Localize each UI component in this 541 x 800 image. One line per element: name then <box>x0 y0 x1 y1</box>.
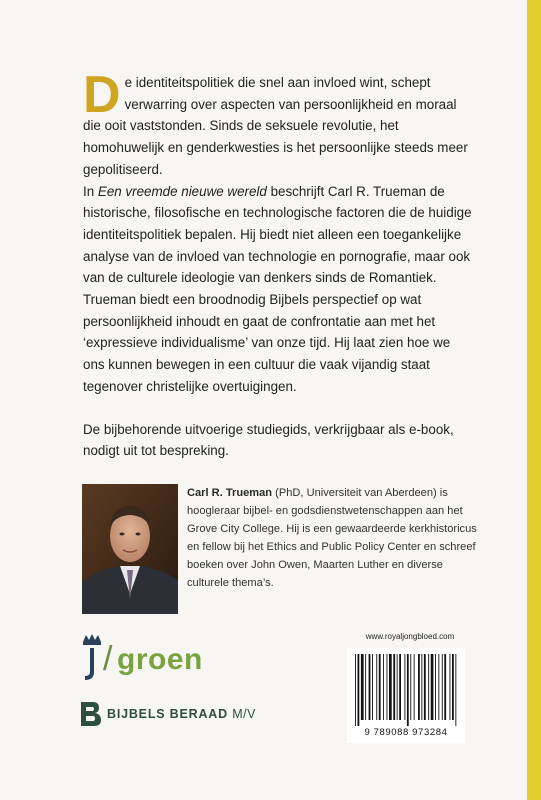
author-name: Carl R. Trueman <box>187 487 273 499</box>
barcode-bar <box>383 654 384 720</box>
barcode-bar <box>369 654 371 720</box>
author-section <box>82 484 482 614</box>
bb-suffix: M/V <box>232 707 256 721</box>
paragraph-2 <box>83 181 475 398</box>
barcode-bar <box>444 654 446 720</box>
barcode-bar <box>455 654 456 726</box>
barcode-bar <box>379 654 381 720</box>
barcode-bar <box>431 654 434 720</box>
barcode-bar <box>365 654 366 720</box>
isbn-number: 9 789088 973284 <box>364 727 448 738</box>
barcode-bar <box>452 654 454 720</box>
barcode-bar <box>424 654 426 720</box>
barcode-bar <box>410 654 411 720</box>
groen-wordmark: groen <box>117 643 203 676</box>
jgroen-logo <box>79 632 219 682</box>
crown-icon <box>79 632 105 680</box>
author-bio <box>187 484 479 592</box>
bb-name: BIJBELS BERAAD <box>107 707 228 721</box>
barcode-bar <box>414 654 415 720</box>
paragraph-3: De bijbehorende uitvoerige studiegids, verkrijgbaar als e-book, nodigt uit tot bespreking. <box>83 421 454 459</box>
barcode-bar <box>399 654 401 720</box>
barcode-bar <box>407 654 409 726</box>
barcode-bar <box>358 654 360 726</box>
spine-strip <box>527 0 541 800</box>
description <box>83 66 475 462</box>
paragraph-2-text: beschrijft Carl R. Trueman de historische, filosofische en technologische factoren die de huidige identiteitspolitiek bepalen. Hij biedt niet alleen een toegankelijke analyse van de invloed van technologie en pornografie, maar ook van de culturele ideologie van denkers sinds de Romantiek. Trueman biedt een broodnodig Bijbels perspectief op wat persoonlijkheid inhoudt en gaat de confrontatie aan met het ‘expressieve individualisme’ van onze tijd. Hij laat zien hoe we ons kunnen bewegen in een cultuur die vaak vijandig staat tegenover christelijke overtuigingen. <box>83 183 472 394</box>
barcode-bar <box>442 654 443 720</box>
paragraph-1 <box>83 66 475 181</box>
barcode-bar <box>393 654 395 720</box>
barcode-bar <box>421 654 422 720</box>
paragraph-2-prefix: In <box>83 183 98 199</box>
slash-mark: / <box>103 640 113 678</box>
barcode-bar <box>376 654 377 720</box>
author-photo <box>82 484 178 614</box>
paragraph-1-text: e identiteitspolitiek die snel aan invloed wint, schept verwarring over aspecten van persoonlijkheid en moraal die ooit vaststonden. Sinds de seksuele revolutie, het homohuwelijk en genderkwesties is het persoonlijke steeds meer gepolitiseerd. <box>83 75 468 177</box>
author-bio-text: (PhD, Universiteit van Aberdeen) is hoogleraar bijbel- en godsdienstwetenschappen aan het Grove City College. Hij is een gewaardeerde kerkhistoricus en fellow bij het Ethics and Public Policy Center en schreef boeken over John Owen, Maarten Luther en diverse culturele thema’s. <box>187 487 477 589</box>
publisher-url: www.royaljongbloed.com <box>365 632 455 641</box>
book-title: Een vreemde nieuwe wereld <box>97 183 267 199</box>
barcode-bar <box>361 654 364 720</box>
barcode-bar <box>389 654 392 720</box>
drop-cap: D <box>83 66 121 124</box>
barcode-bar <box>438 654 439 720</box>
barcode-bar <box>428 654 429 720</box>
barcode-bar <box>418 654 420 720</box>
bb-monogram-icon <box>79 700 103 728</box>
barcode-bar <box>397 654 398 720</box>
barcode-bar <box>404 654 405 720</box>
barcode-bar <box>372 654 373 720</box>
bb-wordmark <box>107 707 256 721</box>
barcode-bar <box>450 654 451 720</box>
bijbels-beraad-logo <box>79 700 299 730</box>
barcode-bar <box>435 654 436 720</box>
barcode <box>347 648 465 726</box>
barcode-bar <box>355 654 356 726</box>
barcode-bar <box>387 654 388 720</box>
